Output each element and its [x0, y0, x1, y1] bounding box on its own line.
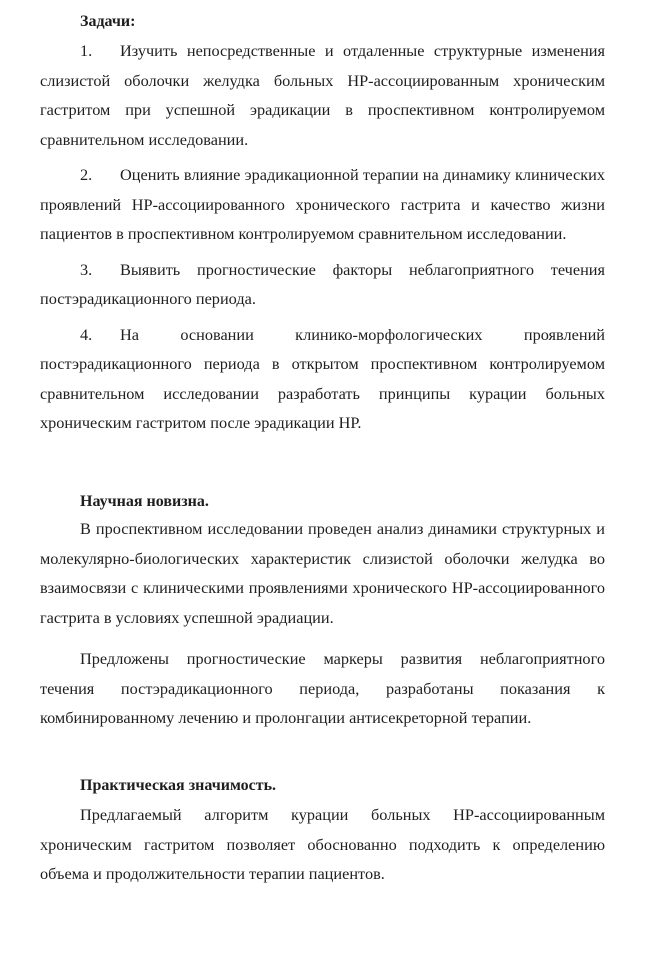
significance-section: [40, 800, 605, 889]
paragraph-text: В проспективном исследовании проведен анализ динамики структурных и молекулярно-биологических характеристик слизистой оболочки желудка во взаимосвязи с клиническими проявлениями хронического НР-ассоциированного гастрита в условиях успешной эрадиации.: [40, 519, 605, 627]
task-item-4: [40, 320, 605, 438]
paragraph-text: Предложены прогностические маркеры развития неблагоприятного течения постэрадикационного периода, разработаны показания к комбинированному лечению и пролонгации антисекреторной терапии.: [40, 649, 605, 727]
task-number: 1.: [80, 41, 93, 60]
task-item-2: [40, 160, 605, 249]
task-text: Оценить влияние эрадикационной терапии на динамику клинических проявлений НР-ассоциированного хронического гастрита и качество жизни пациентов в проспективном контролируемом сравнительном исследовании.: [40, 165, 605, 243]
novelty-paragraph-1: [40, 514, 605, 632]
novelty-section: [40, 514, 605, 733]
paragraph-text: Предлагаемый алгоритм курации больных НР-ассоциированным хроническим гастритом позволяет обоснованно подходить к определению объема и продолжительности терапии пациентов.: [40, 805, 605, 883]
novelty-paragraph-2: [40, 644, 605, 733]
significance-paragraph-1: [40, 800, 605, 889]
significance-heading: Практическая значимость.: [80, 777, 277, 794]
task-number: 2.: [80, 165, 93, 184]
task-number: 4.: [80, 324, 93, 344]
task-item-3: [40, 255, 605, 314]
novelty-heading: Научная новизна.: [80, 493, 209, 510]
task-text: На основании клинико-морфологических проявлений постэрадикационного периода в открытом проспективном контролируемом сравнительном исследовании разработать принципы курации больных хроническим гастритом после эрадикации НР.: [40, 324, 605, 432]
tasks-list: [40, 36, 605, 438]
tasks-heading: Задачи:: [80, 13, 136, 30]
task-text: Выявить прогностические факторы неблагоприятного течения постэрадикационного периода.: [40, 259, 605, 308]
task-text: Изучить непосредственные и отдаленные структурные изменения слизистой оболочки желудка больных НР-ассоциированным хроническим гастритом при успешной эрадикации в проспективном контролируемом сравнительном исследовании.: [40, 41, 605, 149]
task-number: 3.: [80, 259, 93, 279]
task-item-1: [40, 36, 605, 154]
